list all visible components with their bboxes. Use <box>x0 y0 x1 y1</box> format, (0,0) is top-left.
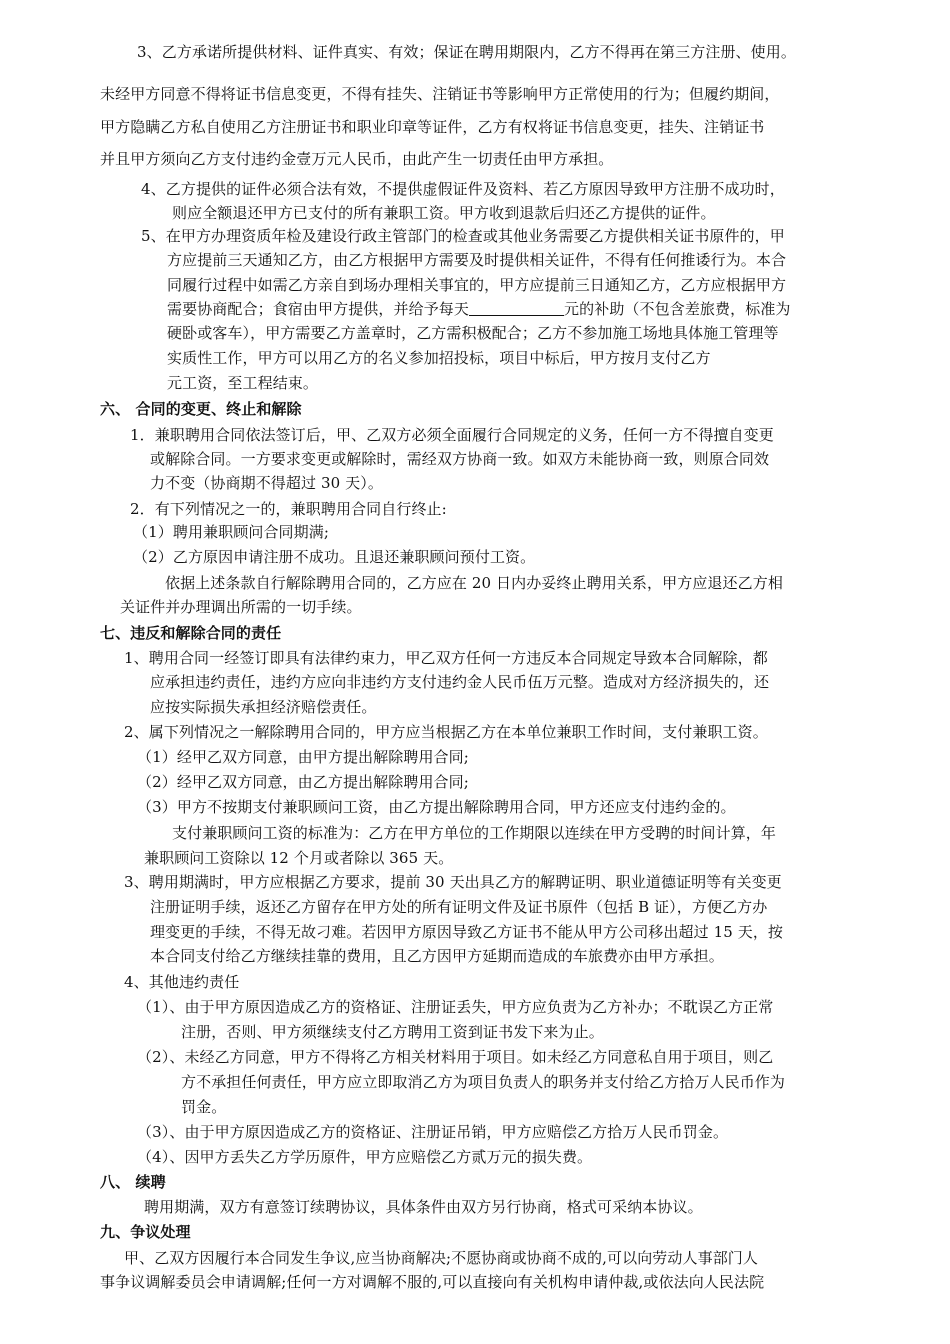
clause-7-2-item-3: （3）甲方不按期支付兼职顾问工资，由乙方提出解除聘用合同，甲方还应支付违约金的。 <box>137 798 736 816</box>
clause-6-2: 2．有下列情况之一的，兼职聘用合同自行终止: <box>130 500 447 518</box>
clause-7-2: 2、属下列情况之一解除聘用合同的，甲方应当根据乙方在本单位兼职工作时间，支付兼职工资。 <box>124 723 768 741</box>
section-9-body-line-1: 甲、乙双方因履行本合同发生争议,应当协商解决;不愿协商或协商不成的,可以向劳动人事部门人 <box>124 1249 758 1267</box>
clause-6-1-line-3: 力不变（协商期不得超过 30 天）。 <box>150 474 383 492</box>
clause-5-3-line-2: 未经甲方同意不得将证书信息变更，不得有挂失、注销证书等影响甲方正常使用的行为；但履约期间， <box>100 85 780 103</box>
clause-6-note-line-2: 关证件并办理调出所需的一切手续。 <box>120 598 362 616</box>
clause-6-2-item-2: （2）乙方原因申请注册不成功。且退还兼职顾问预付工资。 <box>133 548 536 566</box>
subsidy-text-after: 元的补助（不包含差旅费，标准为 <box>564 300 791 318</box>
clause-5-5-line-4 <box>167 299 791 319</box>
section-9-heading: 九、争议处理 <box>100 1223 191 1241</box>
clause-7-4-item-1-line-1: （1）、由于甲方原因造成乙方的资格证、注册证丢失，甲方应负责为乙方补办；不耽误乙方正常 <box>137 998 774 1016</box>
clause-7-2-note-line-1: 支付兼职顾问工资的标准为：乙方在甲方单位的工作期限以连续在甲方受聘的时间计算，年 <box>172 824 777 842</box>
clause-6-1-line-2: 或解除合同。一方要求变更或解除时，需经双方协商一致。如双方未能协商一致，则原合同效 <box>150 450 770 468</box>
clause-7-4-item-2-line-2: 方不承担任何责任，甲方应立即取消乙方为项目负责人的职务并支付给乙方拾万人民币作为 <box>181 1073 786 1091</box>
clause-7-4: 4、其他违约责任 <box>124 973 240 991</box>
clause-5-5-line-1: 5、在甲方办理资质年检及建设行政主管部门的检查或其他业务需要乙方提供相关证书原件的，甲 <box>141 227 785 245</box>
clause-6-note-line-1: 依据上述条款自行解除聘用合同的，乙方应在 20 日内办妥终止聘用关系，甲方应退还乙方相 <box>165 574 783 592</box>
section-9-body-line-2: 事争议调解委员会申请调解;任何一方对调解不服的,可以直接向有关机构申请仲裁,或依法向人民法院 <box>100 1273 765 1291</box>
section-6-heading: 六、 合同的变更、终止和解除 <box>100 400 302 418</box>
clause-7-1-line-3: 应按实际损失承担经济赔偿责任。 <box>150 698 377 716</box>
clause-5-5-line-5: 硬卧或客车），甲方需要乙方盖章时，乙方需积极配合；乙方不参加施工场地具体施工管理等 <box>167 324 779 342</box>
clause-7-4-item-3: （3）、由于甲方原因造成乙方的资格证、注册证吊销，甲方应赔偿乙方拾万人民币罚金。 <box>137 1123 729 1141</box>
clause-6-1-line-1: 1．兼职聘用合同依法签订后，甲、乙双方必须全面履行合同规定的义务，任何一方不得擅自变更 <box>130 426 774 444</box>
clause-5-3-line-4: 并且甲方须向乙方支付违约金壹万元人民币，由此产生一切责任由甲方承担。 <box>100 150 614 168</box>
clause-5-5-line-3: 同履行过程中如需乙方亲自到场办理相关事宜的，甲方应提前三日通知乙方，乙方应根据甲方 <box>167 276 787 294</box>
section-7-heading: 七、违反和解除合同的责任 <box>100 624 282 642</box>
clause-5-5-line-6: 实质性工作，甲方可以用乙方的名义参加招投标，项目中标后，甲方按月支付乙方 <box>167 349 711 367</box>
clause-7-4-item-1-line-2: 注册，否则、甲方须继续支付乙方聘用工资到证书发下来为止。 <box>181 1023 604 1041</box>
clause-5-4-line-2: 则应全额退还甲方已支付的所有兼职工资。甲方收到退款后归还乙方提供的证件。 <box>172 204 716 222</box>
clause-7-1-line-2: 应承担违约责任，违约方应向非违约方支付违约金人民币伍万元整。造成对方经济损失的，还 <box>150 673 770 691</box>
subsidy-text-before: 需要协商配合；食宿由甲方提供，并给予每天 <box>167 300 470 318</box>
clause-7-2-note-line-2: 兼职顾问工资除以 12 个月或者除以 365 天。 <box>144 849 454 867</box>
clause-5-5-line-7: 元工资，至工程结束。 <box>167 374 319 392</box>
clause-7-2-item-2: （2）经甲乙双方同意，由乙方提出解除聘用合同; <box>137 773 469 791</box>
clause-5-3-line-3: 甲方隐瞒乙方私自使用乙方注册证书和职业印章等证件，乙方有权将证书信息变更，挂失、注销证书 <box>100 118 765 136</box>
clause-7-4-item-2-line-1: （2）、未经乙方同意，甲方不得将乙方相关材料用于项目。如未经乙方同意私自用于项目，则乙 <box>137 1048 774 1066</box>
clause-7-3-line-2: 注册证明手续，返还乙方留存在甲方处的所有证明文件及证书原件（包括 B 证），方便乙方办 <box>150 898 768 916</box>
clause-5-5-line-2: 方应提前三天通知乙方，由乙方根据甲方需要及时提供相关证件，不得有任何推诿行为。本合 <box>167 251 787 269</box>
clause-6-2-item-1: （1）聘用兼职顾问合同期满; <box>133 523 329 541</box>
clause-5-3-line-1: 3、乙方承诺所提供材料、证件真实、有效；保证在聘用期限内，乙方不得再在第三方注册、使用。 <box>137 43 796 61</box>
section-8-heading: 八、 续聘 <box>100 1173 166 1191</box>
clause-7-1-line-1: 1、聘用合同一经签订即具有法律约束力，甲乙双方任何一方违反本合同规定导致本合同解除，都 <box>124 649 768 667</box>
clause-7-4-item-2-line-3: 罚金。 <box>181 1098 227 1116</box>
clause-7-4-item-4: （4）、因甲方丢失乙方学历原件，甲方应赔偿乙方贰万元的损失费。 <box>137 1148 593 1166</box>
section-8-body: 聘用期满，双方有意签订续聘协议，具体条件由双方另行协商，格式可采纳本协议。 <box>144 1198 703 1216</box>
subsidy-blank-field <box>469 301 564 316</box>
clause-7-3-line-1: 3、聘用期满时，甲方应根据乙方要求，提前 30 天出具乙方的解聘证明、职业道德证明等有关变更 <box>124 873 782 891</box>
clause-7-2-item-1: （1）经甲乙双方同意，由甲方提出解除聘用合同; <box>137 748 469 766</box>
clause-7-3-line-4: 本合同支付给乙方继续挂靠的费用，且乙方因甲方延期而造成的车旅费亦由甲方承担。 <box>150 947 724 965</box>
clause-5-4-line-1: 4、乙方提供的证件必须合法有效，不提供虚假证件及资料、若乙方原因导致甲方注册不成功时， <box>141 180 785 198</box>
clause-7-3-line-3: 理变更的手续，不得无故刁难。若因甲方原因导致乙方证书不能从甲方公司移出超过 15 天，按 <box>150 923 784 941</box>
